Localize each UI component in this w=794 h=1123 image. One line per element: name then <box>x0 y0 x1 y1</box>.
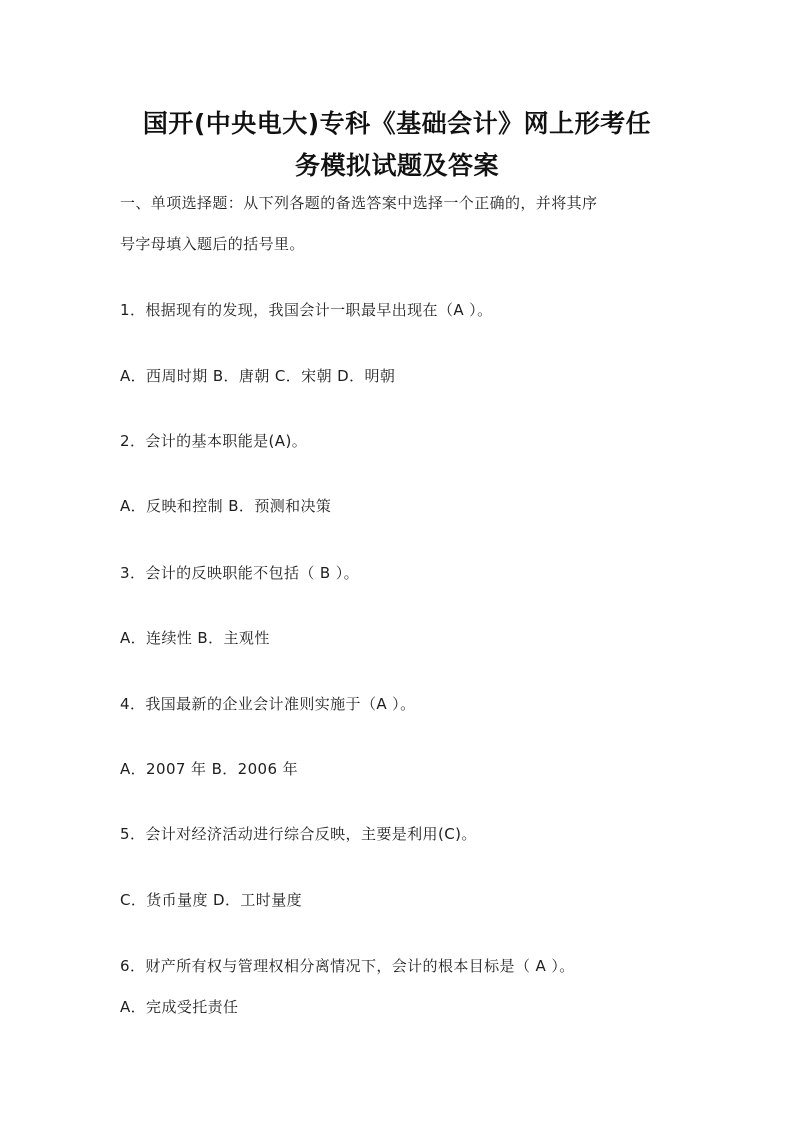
question-3-stem: 3．会计的反映职能不包括（ B ）。 <box>120 564 360 582</box>
question-3-options: A．连续性 B．主观性 <box>120 629 270 647</box>
question-6-stem: 6．财产所有权与管理权相分离情况下，会计的根本目标是（ A ）。 <box>120 957 575 975</box>
question-5-options: C．货币量度 D．工时量度 <box>120 891 302 909</box>
question-2-options: A．反映和控制 B．预测和决策 <box>120 497 332 515</box>
question-5-stem: 5．会计对经济活动进行综合反映，主要是利用(C)。 <box>120 825 477 843</box>
document-title-line-2: 务模拟试题及答案 <box>294 151 499 180</box>
section-heading-line-1: 一、单项选择题：从下列各题的备选答案中选择一个正确的，并将其序 <box>120 194 598 212</box>
document-title-line-1: 国开(中央电大)专科《基础会计》网上形考任 <box>142 109 652 138</box>
question-4-stem: 4．我国最新的企业会计准则实施于（A ）。 <box>120 695 416 713</box>
question-4-options: A．2007 年 B．2006 年 <box>120 760 299 778</box>
question-1-options: A．西周时期 B．唐朝 C．宋朝 D．明朝 <box>120 367 396 385</box>
question-1-stem: 1．根据现有的发现，我国会计一职最早出现在（A ）。 <box>120 301 493 319</box>
section-heading-line-2: 号字母填入题后的括号里。 <box>120 235 305 253</box>
question-6-options: A．完成受托责任 <box>120 998 239 1016</box>
question-2-stem: 2．会计的基本职能是(A)。 <box>120 432 308 450</box>
